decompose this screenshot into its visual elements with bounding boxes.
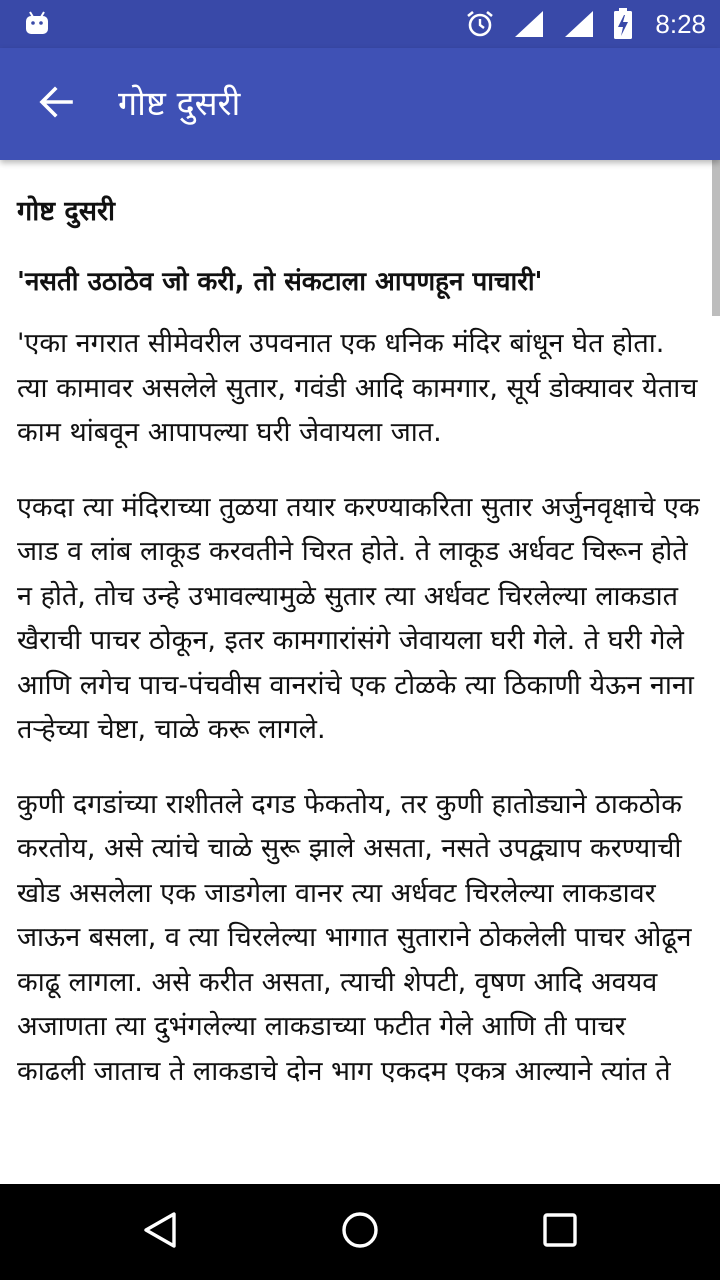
alarm-icon — [465, 9, 495, 39]
signal-icon — [513, 9, 545, 39]
android-icon — [24, 10, 50, 36]
scrollbar[interactable] — [712, 160, 720, 316]
signal-icon — [563, 9, 595, 39]
story-paragraph: एकदा त्या मंदिराच्या तुळया तयार करण्याकरिता सुतार अर्जुनवृक्षाचे एक जाड व लांब लाकूड करवतीने चिरत होते. ते लाकूड अर्धवट चिरून होते न होते, तोच उन्हे उभावल्यामुळे सुतार त्या अर्धवट चिरलेल्या लाकडात खैराची पाचर ठोकून, इतर कामगारांसंगे जेवायला घरी गेले. ते घरी गेले आणि लगेच पाच-पंचवीस वानरांचे एक टोळके त्या ठिकाणी येऊन नाना तऱ्हेच्या चेष्टा, चाळे करू लागले. — [17, 491, 700, 745]
story-paragraph: कुणी दगडांच्या राशीतले दगड फेकतोय, तर कुणी हातोड्याने ठाकठोक करतोय, असे त्यांचे चाळे सुरू झाले असता, नसते उपद्व्याप करण्याची खोड असलेला एक जाडगेला वानर त्या अर्धवट चिरलेल्या लाकडावर जाऊन बसला, व त्या चिरलेल्या भागात सुताराने ठोकलेली पाचर ओढून काढू लागला. असे करीत असता, त्याची शेपटी, वृषण आदि अवयव अजाणता त्या दुभंगलेल्या लाकडाच्या फटीत गेले आणि ती पाचर काढली जाताच ते लाकडाचे दोन भाग एकदम एकत्र आल्याने त्यांत ते — [17, 788, 692, 1087]
app-title: गोष्ट दुसरी — [118, 84, 241, 124]
navigation-bar — [0, 1184, 720, 1280]
back-triangle-icon — [140, 1210, 180, 1254]
story-heading: गोष्ट दुसरी — [17, 196, 115, 227]
status-bar — [0, 0, 720, 48]
home-circle-icon — [340, 1210, 380, 1254]
arrow-left-icon — [38, 84, 74, 124]
recents-square-icon — [540, 1210, 580, 1254]
battery-charging-icon — [613, 8, 633, 40]
app-bar — [0, 48, 720, 160]
story-proverb: 'नसती उठाठेव जो करी, तो संकटाला आपणहून पाचारी' — [17, 267, 543, 297]
nav-back-button[interactable] — [130, 1202, 190, 1262]
back-button[interactable] — [30, 78, 82, 130]
status-time: 8:28 — [655, 8, 706, 39]
nav-recents-button[interactable] — [530, 1202, 590, 1262]
story-content[interactable] — [0, 160, 720, 1184]
nav-home-button[interactable] — [330, 1202, 390, 1262]
status-icons — [465, 0, 706, 48]
story-paragraph: 'एका नगरात सीमेवरील उपवनात एक धनिक मंदिर बांधून घेत होता. त्या कामावर असलेले सुतार, गवंडी आदि कामगार, सूर्य डोक्यावर येताच काम थांबवून आपापल्या घरी जेवायला जात. — [17, 328, 698, 448]
